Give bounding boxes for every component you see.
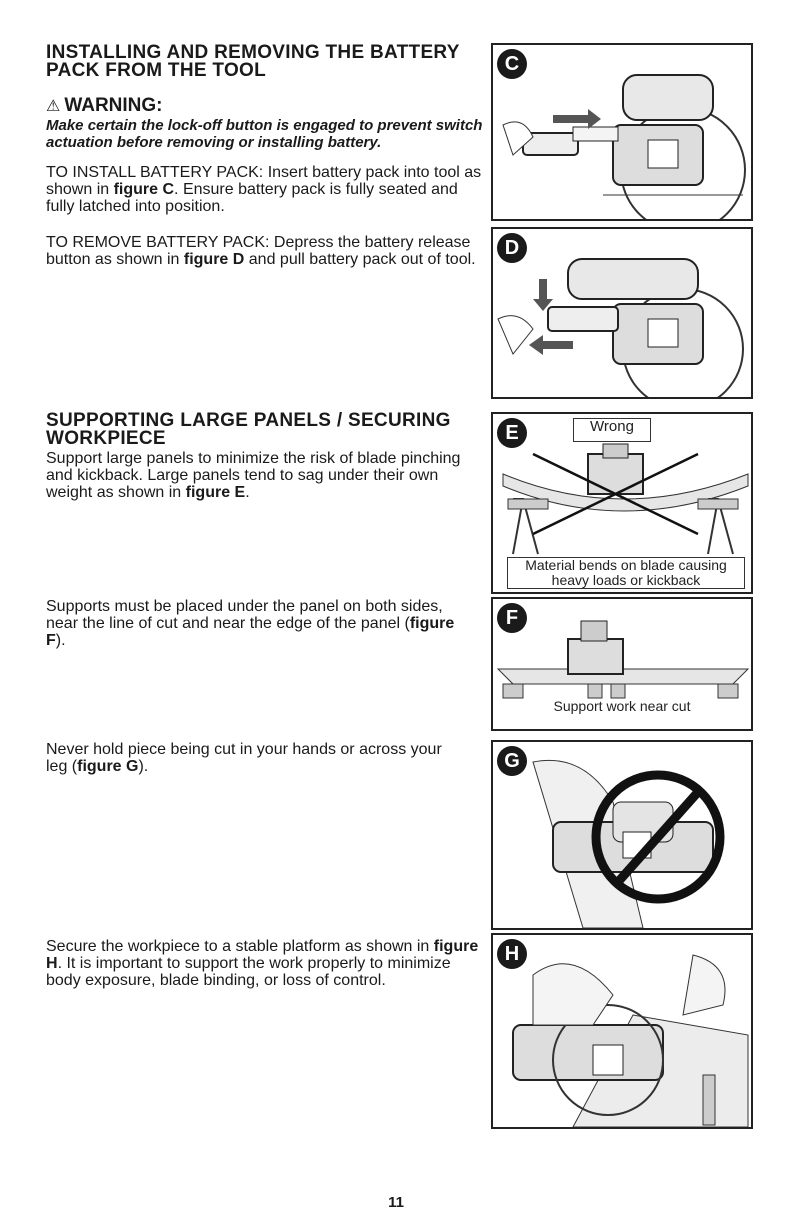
section-title-supporting: SUPPORTING LARGE PANELS / SECURING WORKPIECE (46, 410, 451, 449)
saw-remove-battery-illustration (493, 229, 751, 397)
section-title-battery: INSTALLING AND REMOVING THE BATTERY PACK FROM THE TOOL (46, 42, 460, 81)
figure-f-badge: F (497, 603, 527, 633)
figure-e-caption: Material bends on blade causing heavy loads or kickback (507, 557, 745, 589)
unsafe-handheld-cut-illustration (493, 742, 751, 928)
figure-f-caption: Support work near cut (503, 699, 741, 717)
figure-e-badge: E (497, 418, 527, 448)
remove-instructions: TO REMOVE BATTERY PACK: Depress the battery release button as shown in figure D and pull battery pack out of tool. (46, 234, 476, 268)
secure-workpiece-text: Secure the workpiece to a stable platform as shown in figure H. It is important to support the work properly to minimize body exposure, blade binding, or loss of control. (46, 938, 479, 989)
secured-workpiece-illustration (493, 935, 751, 1127)
support-panels-text: Support large panels to minimize the risk of blade pinching and kickback. Large panels tend to sag under their own weight as shown in figure E. (46, 450, 461, 501)
warning-text: Make certain the lock-off button is engaged to prevent switch actuation before removing or installing battery. (46, 117, 483, 151)
figure-h (491, 933, 753, 1129)
install-instructions: TO INSTALL BATTERY PACK: Insert battery pack into tool as shown in figure C. Ensure battery pack is fully seated and fully latched into position. (46, 164, 482, 215)
figure-f (491, 597, 753, 731)
figure-g (491, 740, 753, 930)
warning-label: WARNING: (64, 95, 163, 116)
figure-e-wrong-label: Wrong (573, 418, 651, 442)
page-number: 11 (388, 1194, 404, 1211)
figure-c-badge: C (497, 49, 527, 79)
supports-placement-text: Supports must be placed under the panel on both sides, near the line of cut and near the edge of the panel (figure F). (46, 598, 455, 649)
figure-d-badge: D (497, 233, 527, 263)
saw-insert-battery-illustration (493, 45, 751, 219)
figure-h-badge: H (497, 939, 527, 969)
figure-d (491, 227, 753, 399)
figure-e (491, 412, 753, 594)
figure-g-badge: G (497, 746, 527, 776)
figure-c (491, 43, 753, 221)
warning-block (46, 95, 486, 151)
never-hold-text: Never hold piece being cut in your hands or across your leg (figure G). (46, 741, 442, 775)
warning-triangle-icon: ⚠ (46, 98, 61, 115)
